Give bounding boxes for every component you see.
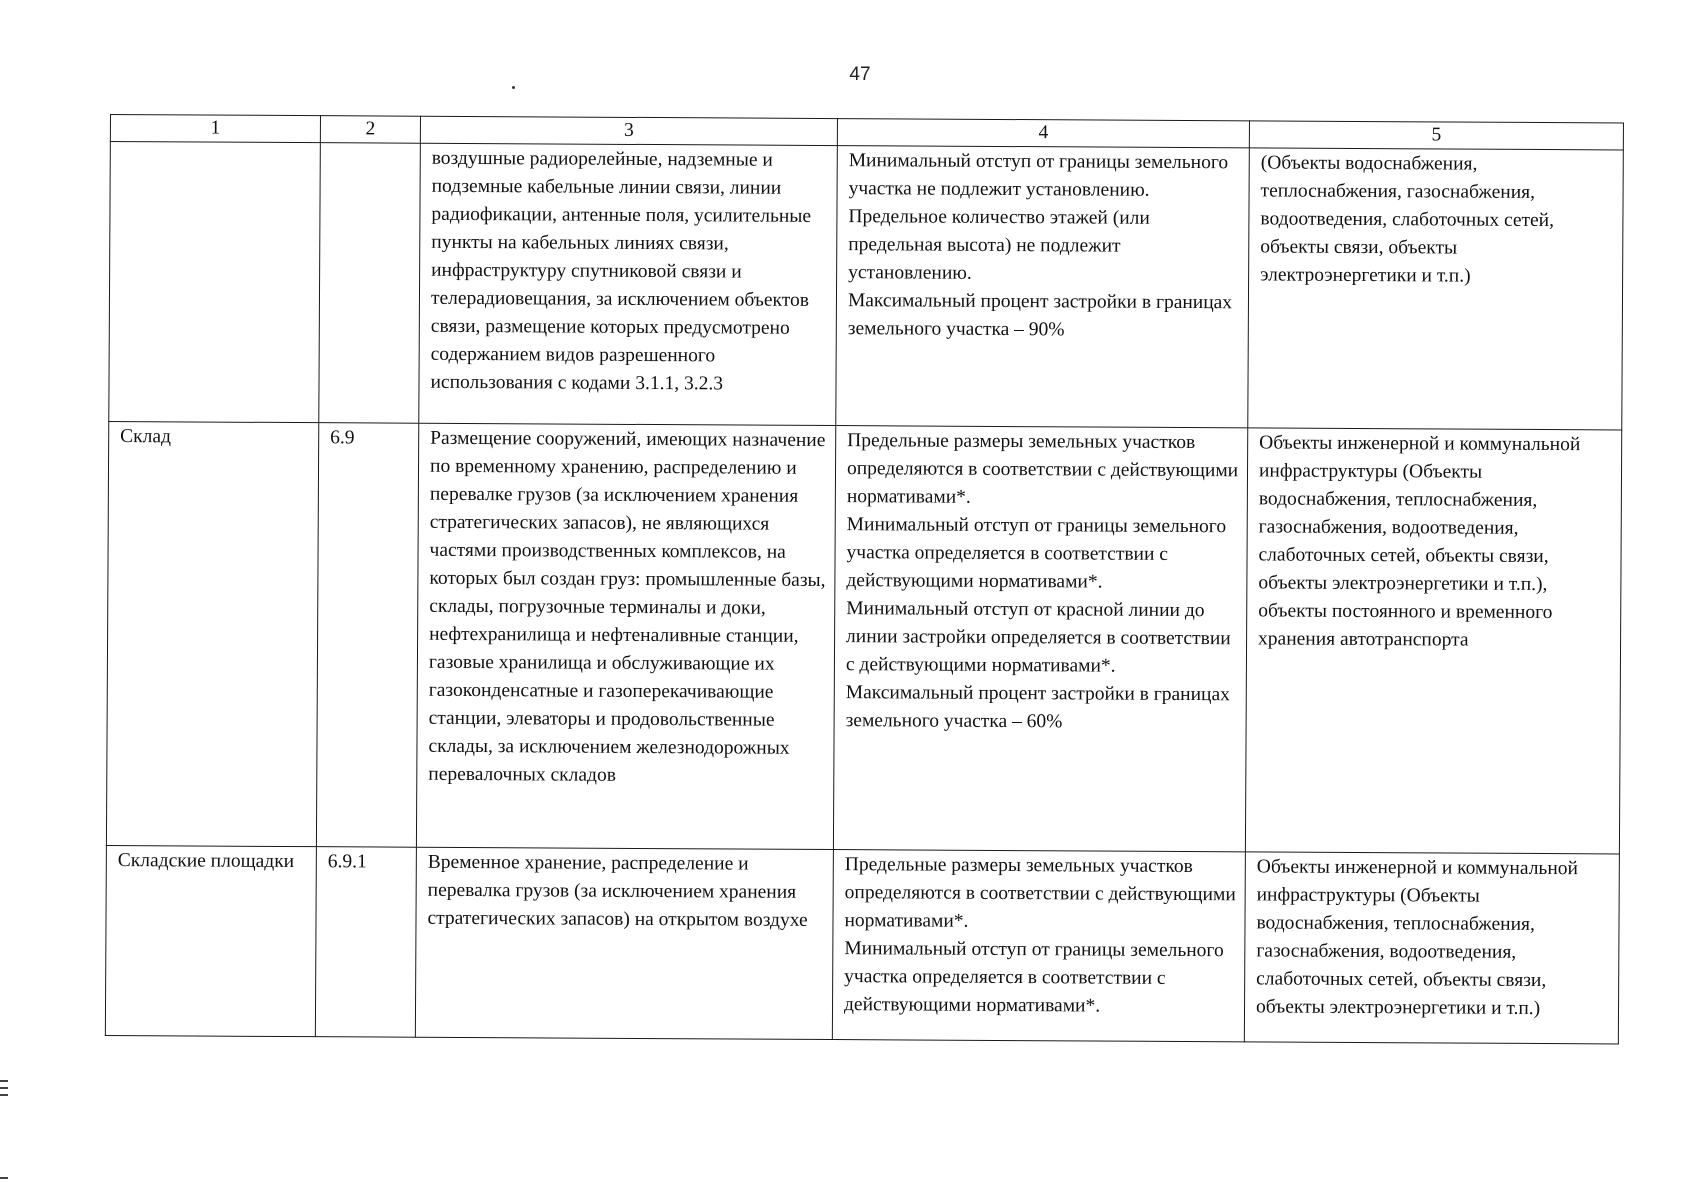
parameter-line: Минимальный отступ от границы земельного участка определяется в соответствии с действующими нормативами*.	[846, 514, 1227, 593]
column-header-2: 2	[320, 116, 420, 144]
column-header-4: 4	[837, 119, 1249, 148]
use-description-cell: Размещение сооружений, имеющих назначение по временному хранению, распределению и перевалке грузов (за исключением хранения стратегических запасов), не являющихся частями производственных комплексов, на которых был создан груз: промышленные базы, склады, погрузочные терминалы и доки, нефтехранилища и нефтеналивные станции, газовые хранилища и обслуживающие их газоконденсатные и газоперекачивающие станции, элеваторы и продовольственные склады, за исключением железнодорожных перевалочных складов	[416, 423, 835, 849]
scan-edge-mark	[0, 1087, 8, 1089]
use-name-cell: Складские площадки	[105, 845, 316, 1036]
parameter-line: Максимальный процент застройки в границах земельного участка – 60%	[845, 682, 1230, 733]
parameter-line: Максимальный процент застройки в границах земельного участка – 90%	[847, 290, 1233, 341]
table-row	[106, 421, 1621, 853]
zoning-table	[105, 114, 1624, 1044]
parameter-line: Минимальный отступ от границы земельного участка не подлежит установлению.	[848, 150, 1229, 201]
page-number: 47	[849, 64, 871, 85]
scan-edge-mark	[0, 1080, 8, 1082]
use-code-cell: 6.9.1	[315, 847, 416, 1038]
auxiliary-uses-cell: (Объекты водоснабжения, теплоснабжения, газоснабжения, водоотведения, слаботочных сетей, объекты связи, объекты электроэнергетики и т.п.)	[1248, 148, 1624, 430]
parameter-line: Минимальный отступ от красной линии до линии застройки определяется в соответствии с действующими нормативами*.	[845, 598, 1231, 677]
parameters-cell	[832, 850, 1245, 1042]
parameters-cell	[833, 426, 1247, 852]
use-name-cell	[109, 142, 321, 423]
auxiliary-uses-cell: Объекты инженерной и коммунальной инфраструктуры (Объекты водоснабжения, теплоснабжения, газоснабжения, водоотведения, слаботочных сетей, объекты связи, объекты электроэнергетики и т.п.), объекты постоянного и временного хранения автотранспорта	[1245, 428, 1621, 854]
parameter-line: Предельное количество этажей (или предельная высота) не подлежит установлению.	[848, 206, 1150, 284]
parameter-line: Предельные размеры земельных участков определяются в соответствии с действующими нормативами*.	[844, 854, 1236, 932]
use-code-cell: 6.9	[316, 423, 418, 848]
table-row	[109, 142, 1624, 430]
use-description-cell: воздушные радиорелейные, надземные и подземные кабельные линии связи, линии радиофикации, антенные поля, усилительные пункты на кабельных линиях связи, инфраструктуру спутниковой связи и телерадиовещания, за исключением объектов связи, размещение которых предусмотрено содержанием видов разрешенного использования с кодами 3.1.1, 3.2.3	[419, 143, 838, 425]
parameters-cell	[836, 146, 1250, 428]
table-row	[105, 845, 1619, 1043]
use-code-cell	[319, 143, 421, 424]
scan-edge-mark	[0, 1177, 8, 1179]
auxiliary-uses-cell: Объекты инженерной и коммунальной инфраструктуры (Объекты водоснабжения, теплоснабжения, газоснабжения, водоотведения, слаботочных сетей, объекты связи, объекты электроэнергетики и т.п.)	[1244, 852, 1619, 1044]
scan-speck	[512, 86, 515, 89]
scan-edge-mark	[0, 1094, 8, 1096]
column-header-3: 3	[420, 116, 837, 145]
use-name-cell: Склад	[106, 421, 318, 846]
column-header-1: 1	[110, 115, 320, 143]
parameter-line: Предельные размеры земельных участков определяются в соответствии с действующими нормативами*.	[846, 430, 1239, 508]
use-description-cell: Временное хранение, распределение и перевалка грузов (за исключением хранения стратегических запасов) на открытом воздухе	[415, 847, 833, 1039]
column-header-5: 5	[1249, 121, 1623, 150]
parameter-line: Минимальный отступ от границы земельного участка определяется в соответствии с действующими нормативами*.	[843, 938, 1224, 1017]
